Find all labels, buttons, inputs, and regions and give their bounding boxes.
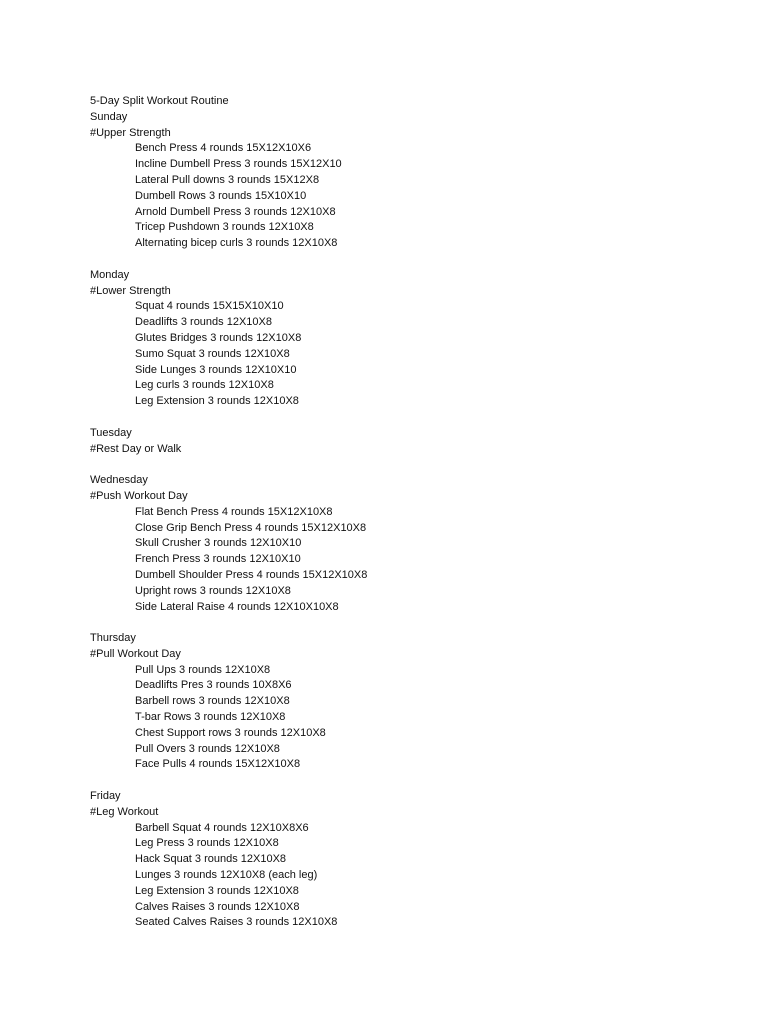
exercise-item: Leg curls 3 rounds 12X10X8 [135,379,274,392]
day-name: Monday [90,268,130,281]
day-section [90,110,730,268]
exercise-item: Pull Overs 3 rounds 12X10X8 [135,742,280,755]
exercise-item: Deadlifts Pres 3 rounds 10X8X6 [135,679,292,692]
exercise-item: Alternating bicep curls 3 rounds 12X10X8 [135,237,338,250]
day-focus: #Rest Day or Walk [90,442,182,455]
document-page [90,94,730,931]
section-spacer [90,252,730,268]
exercise-item: Arnold Dumbell Press 3 rounds 12X10X8 [135,205,336,218]
day-name: Wednesday [90,474,148,487]
day-section [90,631,730,789]
days-container [90,110,730,931]
exercise-item: Side Lunges 3 rounds 12X10X10 [135,363,297,376]
day-section [90,473,730,631]
exercise-item: Barbell Squat 4 rounds 12X10X8X6 [135,821,309,834]
exercise-item: Chest Support rows 3 rounds 12X10X8 [135,726,326,739]
exercise-item: French Press 3 rounds 12X10X10 [135,553,301,566]
exercise-item: Hack Squat 3 rounds 12X10X8 [135,853,287,866]
exercise-item: Face Pulls 4 rounds 15X12X10X8 [135,758,301,771]
day-section [90,789,730,931]
document-title: 5-Day Split Workout Routine [90,95,229,107]
exercise-item: Upright rows 3 rounds 12X10X8 [135,584,291,597]
day-focus: #Pull Workout Day [90,647,181,660]
exercise-item: Lateral Pull downs 3 rounds 15X12X8 [135,173,320,186]
exercise-item: Side Lateral Raise 4 rounds 12X10X10X8 [135,600,339,613]
exercise-item: Dumbell Rows 3 rounds 15X10X10 [135,189,307,202]
exercise-item: Pull Ups 3 rounds 12X10X8 [135,663,271,676]
day-name: Tuesday [90,426,132,439]
exercise-item: Leg Extension 3 rounds 12X10X8 [135,884,299,897]
exercise-item: Seated Calves Raises 3 rounds 12X10X8 [135,916,338,929]
section-spacer [90,457,730,473]
day-focus: #Push Workout Day [90,489,188,502]
exercise-item: Calves Raises 3 rounds 12X10X8 [135,900,300,913]
exercise-item: Lunges 3 rounds 12X10X8 (each leg) [135,869,318,882]
day-focus: #Upper Strength [90,126,171,139]
day-name: Thursday [90,632,136,645]
section-spacer [90,410,730,426]
exercise-item: Tricep Pushdown 3 rounds 12X10X8 [135,221,314,234]
exercise-item: Sumo Squat 3 rounds 12X10X8 [135,347,290,360]
exercise-item: Bench Press 4 rounds 15X12X10X6 [135,142,312,155]
exercise-item: Skull Crusher 3 rounds 12X10X10 [135,537,302,550]
day-name: Friday [90,790,121,803]
day-name: Sunday [90,110,128,123]
day-focus: #Lower Strength [90,284,171,297]
exercise-item: Squat 4 rounds 15X15X10X10 [135,300,284,313]
exercise-item: Deadlifts 3 rounds 12X10X8 [135,316,272,329]
exercise-item: Dumbell Shoulder Press 4 rounds 15X12X10X8 [135,568,368,581]
exercise-item: Barbell rows 3 rounds 12X10X8 [135,695,290,708]
section-spacer [90,773,730,789]
exercise-item: Close Grip Bench Press 4 rounds 15X12X10X8 [135,521,367,534]
exercise-item: Leg Extension 3 rounds 12X10X8 [135,395,299,408]
day-focus: #Leg Workout [90,805,159,818]
exercise-item: Flat Bench Press 4 rounds 15X12X10X8 [135,505,333,518]
exercise-item: T-bar Rows 3 rounds 12X10X8 [135,711,286,724]
exercise-item: Leg Press 3 rounds 12X10X8 [135,837,279,850]
day-section [90,426,730,473]
exercise-item: Incline Dumbell Press 3 rounds 15X12X10 [135,158,342,171]
section-spacer [90,615,730,631]
exercise-item: Glutes Bridges 3 rounds 12X10X8 [135,331,302,344]
day-section [90,268,730,426]
